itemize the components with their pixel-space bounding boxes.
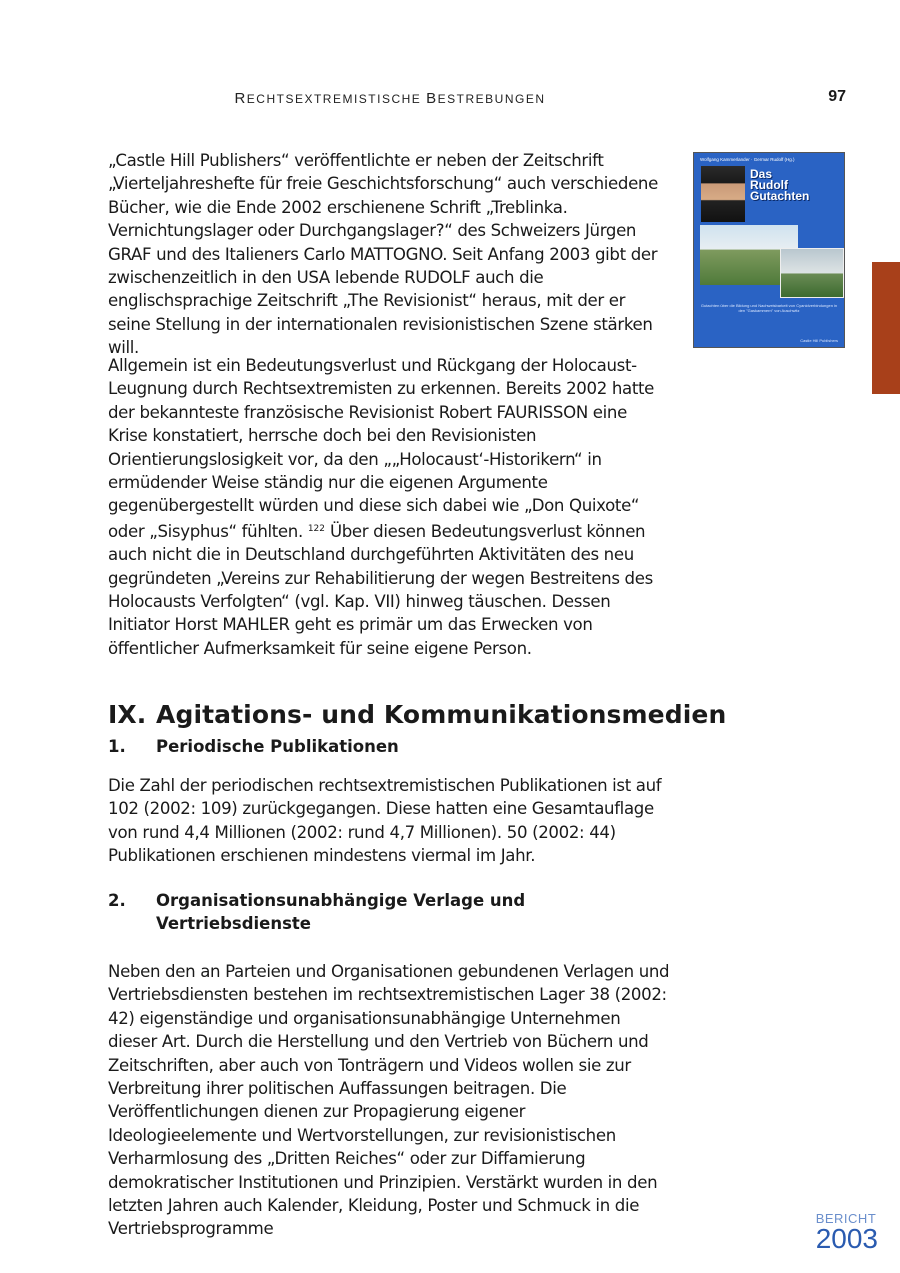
footnote-marker: 122	[307, 523, 325, 534]
paragraph-text-part-1: Allgemein ist ein Bedeutungsverlust und Rückgang der Holocaust-Leugnung durch Rechtsextremisten zu erkennen. Bereits 2002 hatte der bekannteste französische Revisionist Robert FAURISSON eine Krise konstatiert, herrsche doch bei den Revisionisten Orientierungslosigkeit vor, da den „„Holocaust‘-Historikern“ in ermüdender Weise ständig nur die eigenen Argumente gegenübergestellt würden und diese sich dabei wie „Don Quixote“ oder „Sisyphus“ fühlten.	[108, 356, 654, 541]
cover-authors: Wolfgang Kammerlander · Germar Rudolf (Hg.)	[700, 157, 795, 162]
section-number: 2.	[108, 891, 126, 910]
cover-blurb: Gutachten über die Bildung und Nachweisbarkeit von Cyanidverbindungen in den "Gaskammern" von Auschwitz	[700, 303, 838, 313]
cover-publisher: Castle Hill Publishers	[800, 338, 838, 343]
book-cover-image	[693, 152, 845, 348]
cover-portrait-photo	[701, 166, 745, 222]
cover-title-line-2: Rudolf	[750, 178, 788, 192]
section-heading-1	[108, 735, 576, 758]
running-title-part-1: ECHTSEXTREMISTISCHE	[246, 92, 427, 106]
logo-year: 2003	[815, 1223, 878, 1254]
cover-building-photo	[780, 248, 844, 298]
chapter-heading	[108, 700, 726, 729]
page-number: 97	[828, 88, 846, 105]
section-title: Periodische Publikationen	[156, 737, 399, 756]
logo-word: BERICHT	[815, 1211, 877, 1226]
paragraph-bedeutungsverlust	[108, 354, 670, 660]
chapter-number: IX.	[108, 700, 147, 729]
chapter-side-tab	[872, 262, 900, 394]
bericht-2003-logo	[816, 1212, 878, 1253]
cover-title	[750, 169, 842, 202]
running-title	[0, 90, 780, 107]
running-title-initial-r: R	[234, 90, 247, 107]
running-title-part-2: ESTREBUNGEN	[437, 92, 546, 106]
paragraph-verlage: Neben den an Parteien und Organisationen gebundenen Verlagen und Vertriebsdiensten bestehen im rechtsextremistischen Lager 38 (2002: 42) eigenständige und organisationsunabhängige Unternehmen dieser Art. Durch die Herstellung und den Vertrieb von Büchern und Zeitschriften, aber auch von Tonträgern und Videos wollen sie zur Verbreitung ihrer politischen Auffassungen beitragen. Die Veröffentlichungen dienen zur Propagierung eigener Ideologieelemente und Wertvorstellungen, zur revisionistischen Verharmlosung des „Dritten Reiches“ oder zur Diffamierung demokratischer Institutionen und Prinzipien. Verstärkt wurden in den letzten Jahren auch Kalender, Kleidung, Poster und Schmuck in die Vertriebsprogramme	[108, 962, 670, 1239]
paragraph-periodische: Die Zahl der periodischen rechtsextremistischen Publikationen ist auf 102 (2002: 109) zurückgegangen. Diese hatten eine Gesamtauflage von rund 4,4 Millionen (2002: rund 4,7 Millionen). 50 (2002: 44) Publikationen erschienen mindestens viermal im Jahr.	[108, 776, 662, 866]
section-title: Organisationsunabhängige Verlage und Vertriebsdienste	[156, 891, 526, 933]
cover-title-line-3: Gutachten	[750, 189, 810, 203]
section-heading-2	[108, 889, 576, 935]
paragraph-text-part-2: Über diesen Bedeutungsverlust können auch nicht die in Deutschland durchgeführten Aktivitäten des neu gegründeten „Vereins zur Rehabilitierung der wegen Bestreitens des Holocausts Verfolgten“ (vgl. Kap. VII) hinweg täuschen. Dessen Initiator Horst MAHLER geht es primär um das Erwecken von öffentlicher Aufmerksamkeit für seine eigene Person.	[108, 521, 653, 658]
section-number: 1.	[108, 737, 126, 756]
chapter-title: Agitations- und Kommunikationsmedien	[156, 700, 727, 729]
cover-title-line-1: Das	[750, 167, 773, 181]
paragraph-castle-hill: „Castle Hill Publishers“ veröffentlichte er neben der Zeitschrift „Vierteljahreshefte für freie Geschichtsforschung“ auch verschiedene Bücher, wie die Ende 2002 erschienene Schrift „Treblinka. Vernichtungslager oder Durchgangslager?“ des Schweizers Jürgen GRAF und des Italieners Carlo MATTOGNO. Seit Anfang 2003 gibt der zwischenzeitlich in den USA lebende RUDOLF auch die englischsprachige Zeitschrift „The Revisionist“ heraus, mit der er seine Stellung in der internationalen revisionistischen Szene stärken will.	[108, 151, 658, 358]
running-title-initial-b: B	[426, 90, 438, 107]
